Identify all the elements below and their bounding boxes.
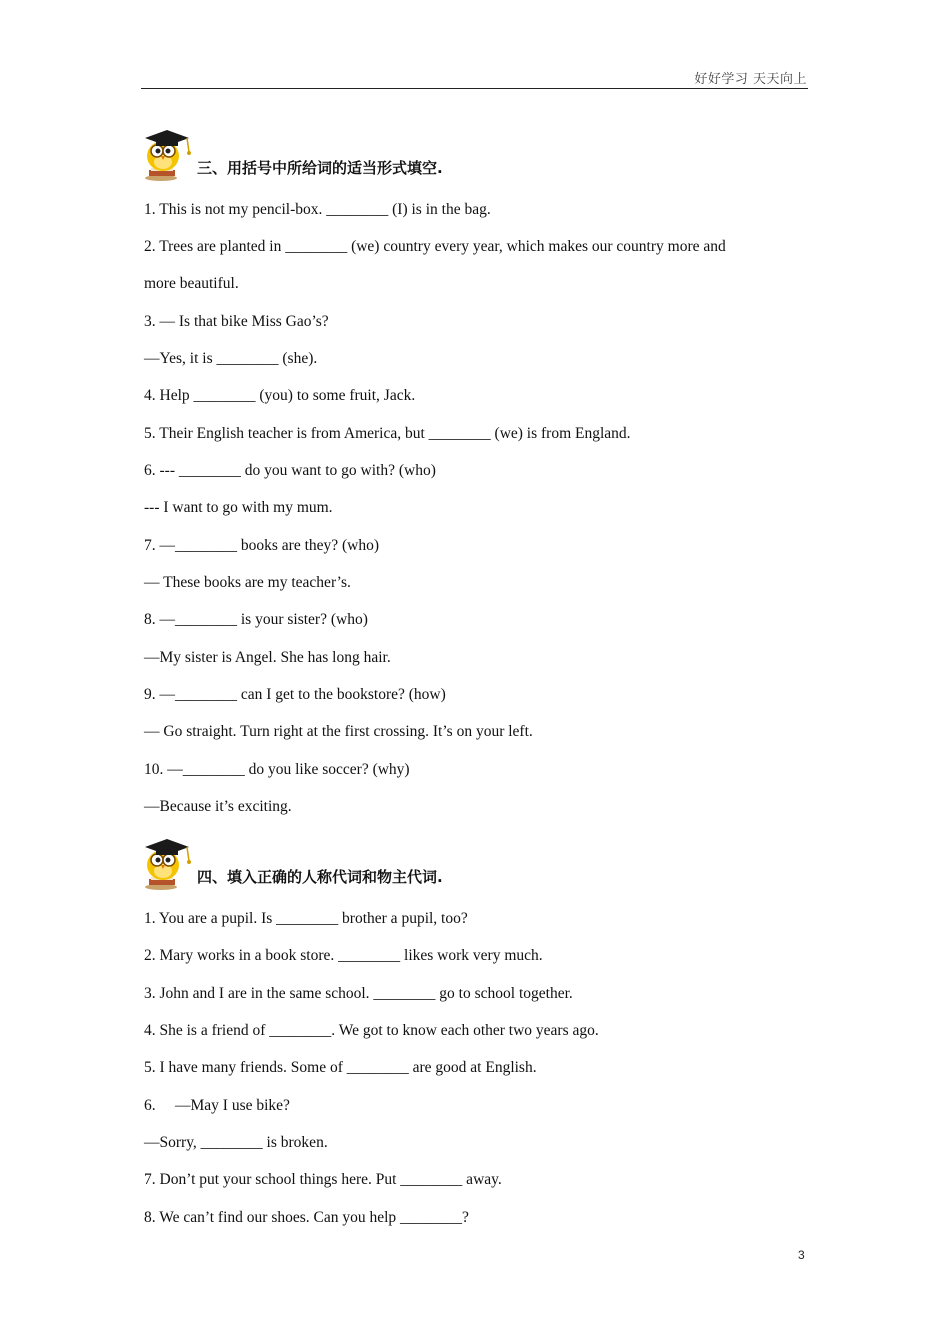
owl-graduate-icon	[141, 118, 197, 182]
list-item: —Because it’s exciting.	[144, 798, 292, 815]
section-3-title: 三、用括号中所给词的适当形式填空.	[197, 159, 443, 177]
list-item: 7. —________ books are they? (who)	[144, 537, 380, 554]
list-item: 8. —________ is your sister? (who)	[144, 611, 368, 628]
list-item: 8. We can’t find our shoes. Can you help ________?	[144, 1209, 469, 1226]
owl-graduate-icon	[141, 827, 197, 891]
list-item: — These books are my teacher’s.	[144, 574, 351, 591]
section-4-title: 四、填入正确的人称代词和物主代词.	[197, 868, 443, 886]
list-item: 2. Trees are planted in ________ (we) country every year, which makes our country more and	[144, 238, 726, 255]
list-item: 1. You are a pupil. Is ________ brother a pupil, too?	[144, 910, 468, 927]
list-item: 6. --- ________ do you want to go with? (who)	[144, 462, 436, 479]
list-item: 3. John and I are in the same school. ________ go to school together.	[144, 985, 573, 1002]
list-item: 7. Don’t put your school things here. Put ________ away.	[144, 1171, 502, 1188]
list-item: 6. —May I use bike?	[144, 1097, 290, 1114]
list-item: —My sister is Angel. She has long hair.	[144, 649, 391, 666]
list-item: 5. I have many friends. Some of ________ are good at English.	[144, 1059, 537, 1076]
list-item: —Sorry, ________ is broken.	[144, 1134, 328, 1151]
list-item: 9. —________ can I get to the bookstore? (how)	[144, 686, 446, 703]
list-item: 1. This is not my pencil-box. ________ (I) is in the bag.	[144, 201, 491, 218]
list-item: 5. Their English teacher is from America, but ________ (we) is from England.	[144, 425, 631, 442]
list-item: — Go straight. Turn right at the first crossing. It’s on your left.	[144, 723, 533, 740]
list-item: --- I want to go with my mum.	[144, 499, 333, 516]
list-item: 10. —________ do you like soccer? (why)	[144, 761, 410, 778]
list-item: 2. Mary works in a book store. ________ likes work very much.	[144, 947, 543, 964]
list-item: 4. Help ________ (you) to some fruit, Jack.	[144, 387, 416, 404]
page-number: 3	[798, 1248, 805, 1262]
header-rule	[141, 88, 808, 89]
list-item: more beautiful.	[144, 275, 239, 292]
list-item: 4. She is a friend of ________. We got to know each other two years ago.	[144, 1022, 599, 1039]
section-3-heading	[141, 118, 741, 182]
header-motto: 好好学习 天天向上	[694, 72, 807, 87]
section-4-heading	[141, 827, 741, 891]
list-item: 3. — Is that bike Miss Gao’s?	[144, 313, 329, 330]
list-item: —Yes, it is ________ (she).	[144, 350, 318, 367]
